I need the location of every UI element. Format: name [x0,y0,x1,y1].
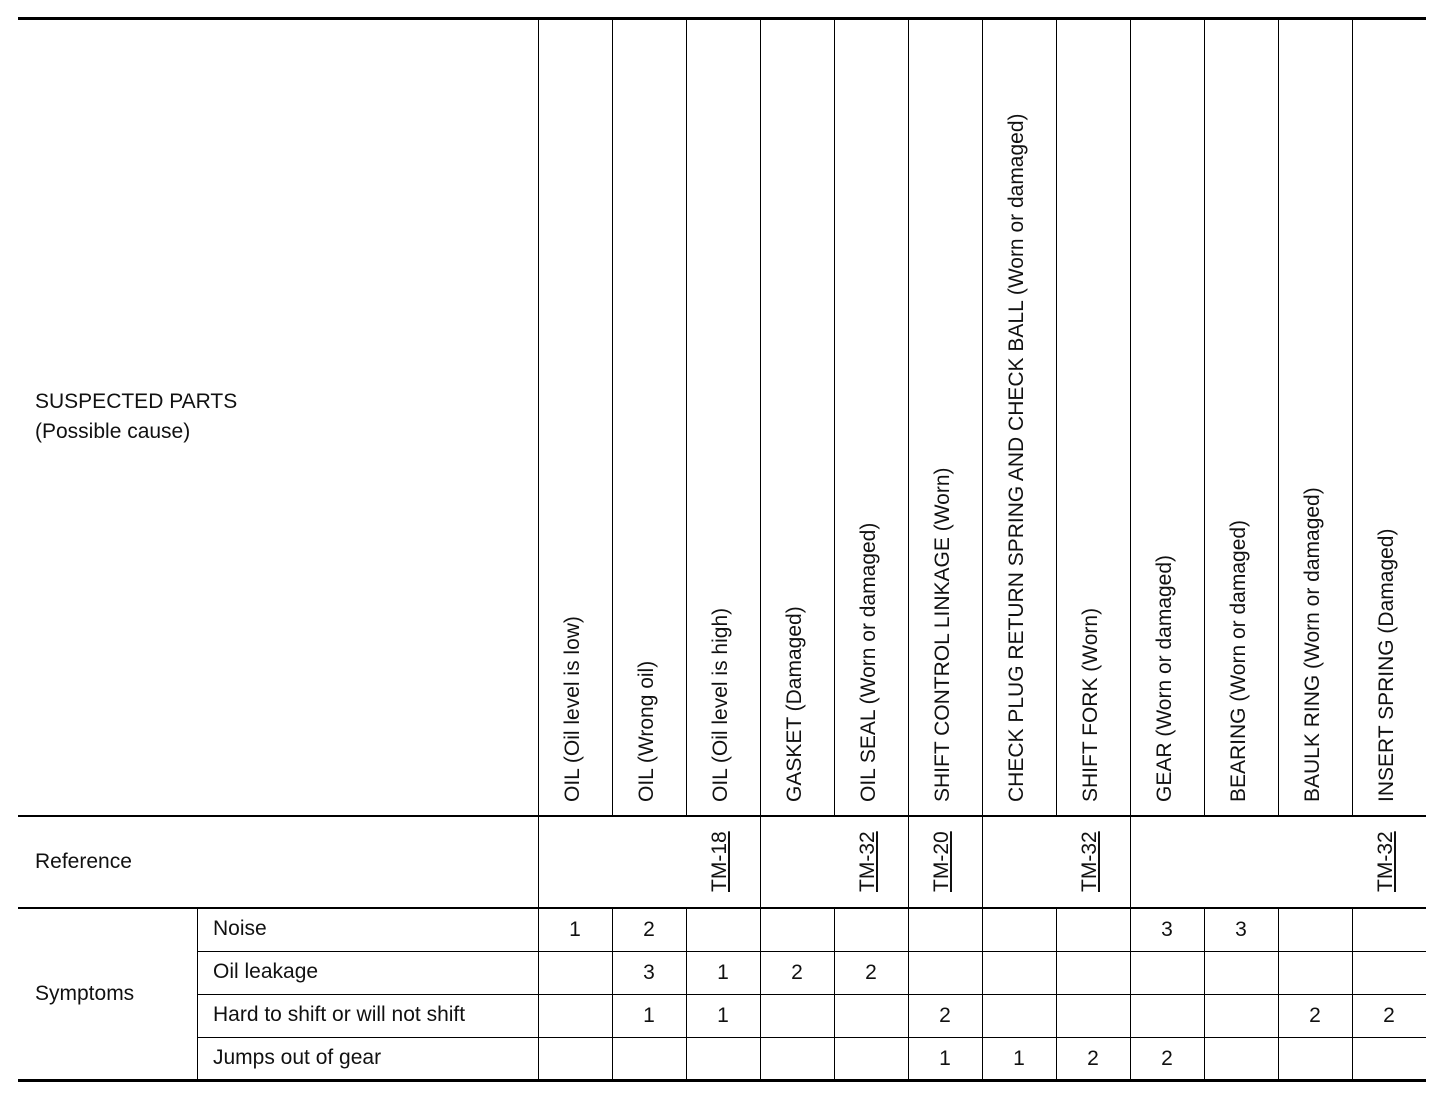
column-divider [1278,18,1279,816]
priority-value: 2 [643,917,655,941]
reference-link[interactable]: TM-32 [856,831,879,892]
column-divider [686,18,687,816]
priority-value: 2 [791,960,803,984]
symptom-row-divider [197,994,1426,995]
reference-label: Reference [35,850,132,873]
priority-value: 2 [939,1003,951,1027]
table-top-rule [18,17,1426,20]
column-divider [1204,18,1205,816]
column-divider [908,18,909,1080]
column-header: BEARING (Worn or damaged) [1227,519,1250,802]
column-header: GEAR (Worn or damaged) [1153,554,1176,802]
column-divider [1278,908,1279,1080]
symptom-row-divider [197,1037,1426,1038]
symptom-name: Noise [213,916,267,940]
column-divider [686,908,687,1080]
column-header: SHIFT CONTROL LINKAGE (Worn) [931,467,954,802]
reference-link[interactable]: TM-32 [1078,831,1101,892]
column-divider [1352,18,1353,816]
column-header: OIL (Wrong oil) [635,660,658,802]
priority-value: 2 [1161,1046,1173,1070]
priority-value: 2 [1309,1003,1321,1027]
column-header: CHECK PLUG RETURN SPRING AND CHECK BALL (Worn or damaged) [1005,113,1028,802]
symptom-name-divider [197,908,198,1080]
priority-value: 1 [717,1003,729,1027]
column-header: BAULK RING (Worn or damaged) [1301,487,1324,802]
column-header: OIL (Oil level is high) [709,607,732,802]
possible-cause-subtitle: (Possible cause) [35,420,191,443]
priority-value: 2 [1087,1046,1099,1070]
priority-value: 1 [717,960,729,984]
table-bottom-rule [18,1079,1426,1082]
suspected-parts-title: SUSPECTED PARTS [35,390,238,413]
priority-value: 2 [865,960,877,984]
symptom-row-divider [197,951,1426,952]
priority-value: 1 [643,1003,655,1027]
symptom-name: Hard to shift or will not shift [213,1002,466,1026]
priority-value: 2 [1383,1003,1395,1027]
column-divider [612,18,613,816]
priority-value: 1 [939,1046,951,1070]
column-header: SHIFT FORK (Worn) [1079,607,1102,802]
column-header: INSERT SPRING (Damaged) [1375,528,1398,802]
column-header: OIL (Oil level is low) [561,616,584,802]
column-divider [834,18,835,816]
reference-link[interactable]: TM-32 [1374,831,1397,892]
priority-value: 3 [1235,917,1247,941]
reference-link[interactable]: TM-20 [930,831,953,892]
column-divider [1352,908,1353,1080]
column-divider [834,908,835,1080]
column-header: GASKET (Damaged) [783,606,806,802]
column-divider [982,18,983,1080]
symptom-name: Oil leakage [213,959,319,983]
column-header: OIL SEAL (Worn or damaged) [857,522,880,802]
priority-value: 3 [643,960,655,984]
priority-value: 3 [1161,917,1173,941]
header-bottom-rule [18,815,1426,817]
symptom-name: Jumps out of gear [213,1045,382,1069]
column-divider [1056,18,1057,816]
priority-value: 1 [569,917,581,941]
reference-bottom-rule [18,907,1426,909]
column-divider [760,18,761,1080]
priority-value: 1 [1013,1046,1025,1070]
symptoms-label: Symptoms [35,982,135,1005]
reference-link[interactable]: TM-18 [708,831,731,892]
